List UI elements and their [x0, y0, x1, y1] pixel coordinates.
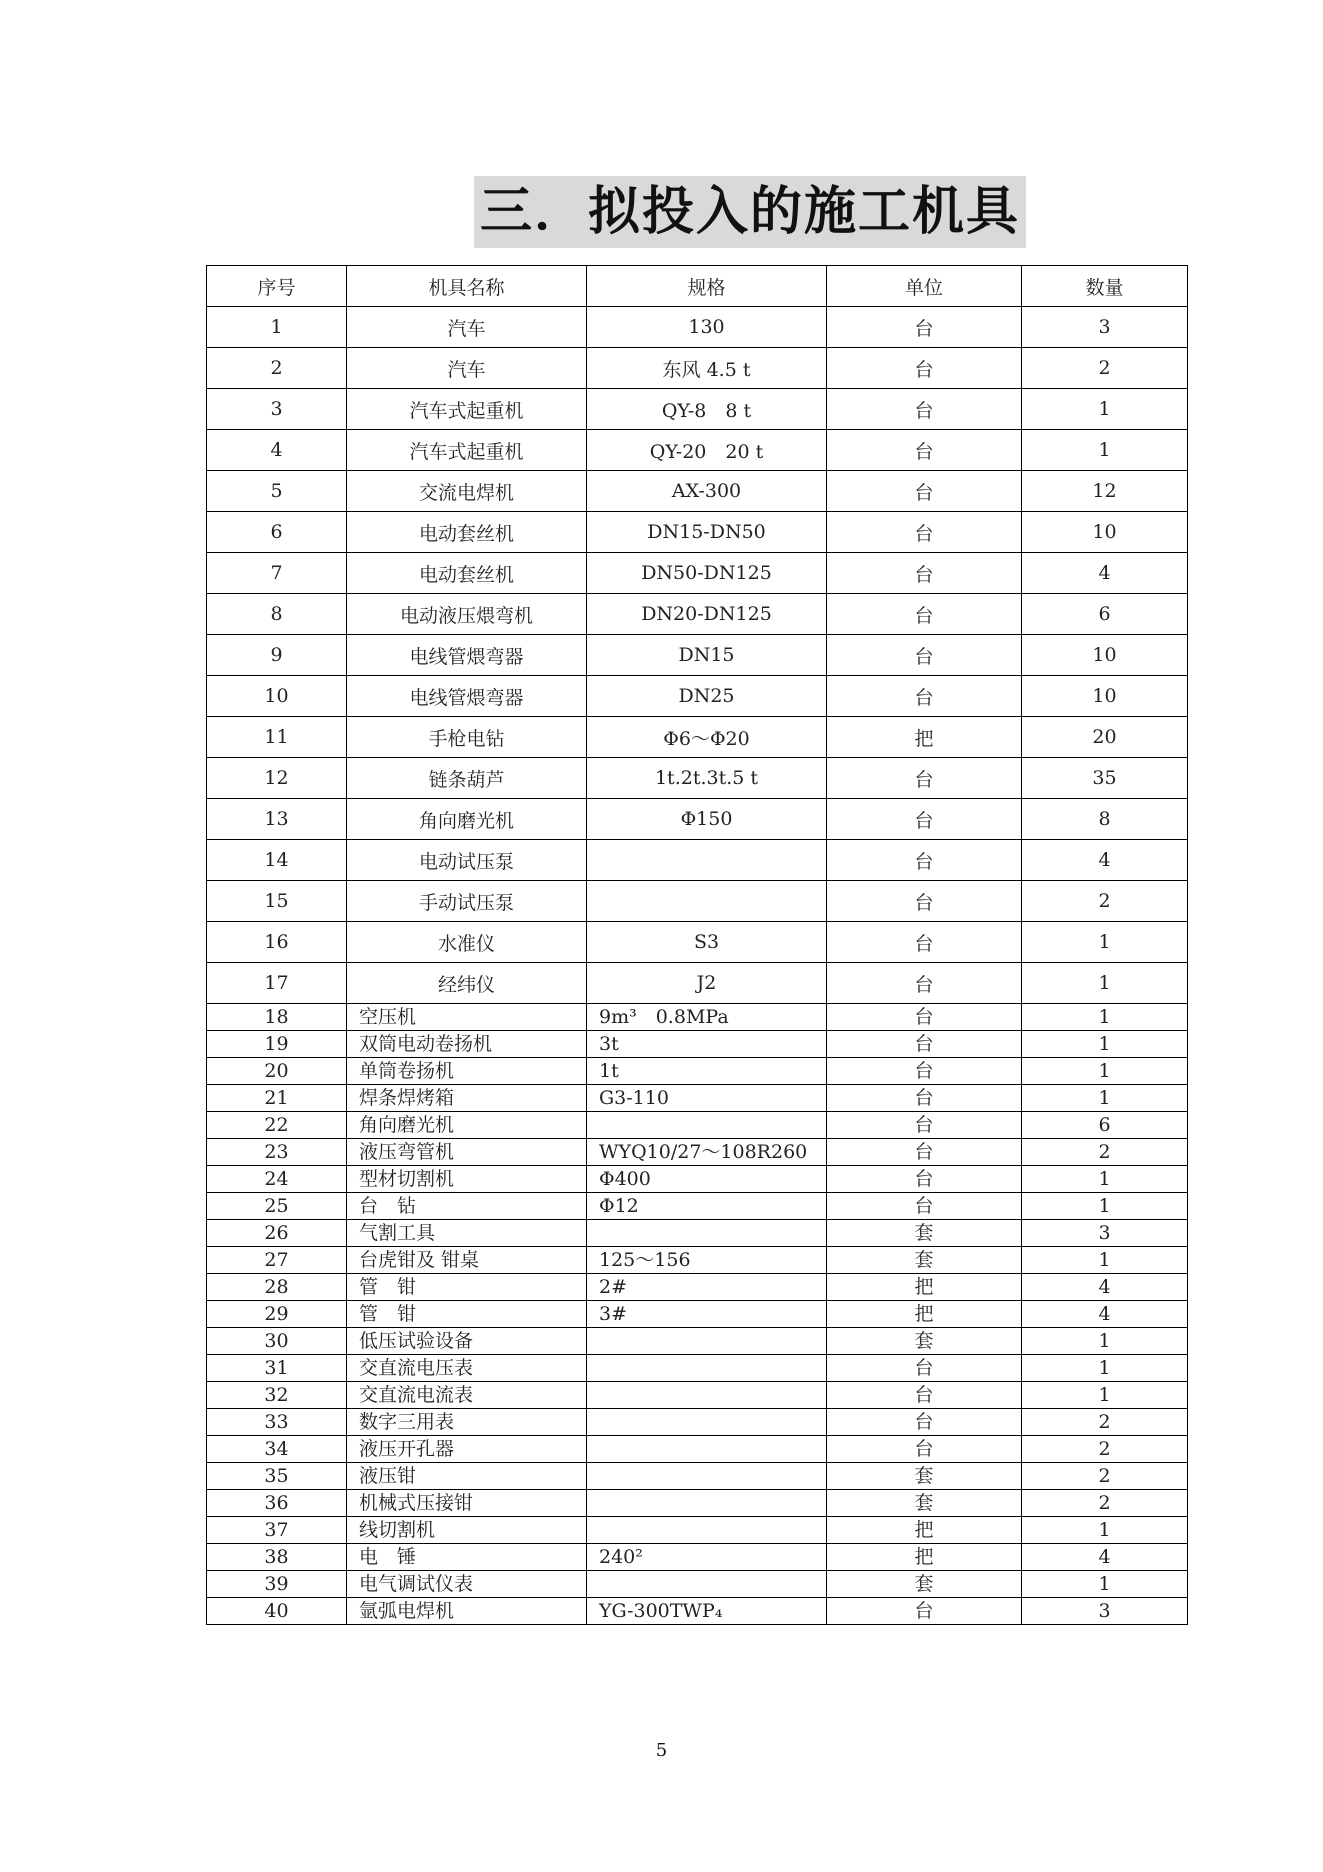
- table-row: [207, 1166, 1188, 1193]
- cell-name: 手枪电钻: [347, 717, 587, 758]
- cell-quantity: 1: [1022, 430, 1188, 471]
- cell-spec: [587, 1490, 827, 1517]
- cell-spec: Φ6～Φ20: [587, 717, 827, 758]
- cell-unit: 台: [827, 348, 1022, 389]
- cell-quantity: 1: [1022, 1166, 1188, 1193]
- cell-quantity: 8: [1022, 799, 1188, 840]
- table-row: [207, 471, 1188, 512]
- table-row: [207, 1193, 1188, 1220]
- cell-index: 13: [207, 799, 347, 840]
- table-row: [207, 717, 1188, 758]
- cell-unit: 台: [827, 922, 1022, 963]
- cell-name: 交直流电流表: [347, 1382, 587, 1409]
- cell-spec: [587, 1571, 827, 1598]
- table-row: [207, 1517, 1188, 1544]
- cell-index: 18: [207, 1004, 347, 1031]
- cell-unit: 台: [827, 553, 1022, 594]
- cell-index: 25: [207, 1193, 347, 1220]
- cell-name: 电动试压泵: [347, 840, 587, 881]
- cell-name: 交直流电压表: [347, 1355, 587, 1382]
- table-row: [207, 1301, 1188, 1328]
- cell-spec: DN25: [587, 676, 827, 717]
- cell-name: 交流电焊机: [347, 471, 587, 512]
- cell-index: 12: [207, 758, 347, 799]
- cell-unit: 把: [827, 1517, 1022, 1544]
- cell-spec: [587, 1382, 827, 1409]
- cell-spec: DN15: [587, 635, 827, 676]
- header-cell: 序号: [207, 266, 347, 307]
- cell-spec: DN15-DN50: [587, 512, 827, 553]
- cell-index: 24: [207, 1166, 347, 1193]
- cell-name: 型材切割机: [347, 1166, 587, 1193]
- table-row: [207, 307, 1188, 348]
- table-row: [207, 389, 1188, 430]
- cell-unit: 台: [827, 1409, 1022, 1436]
- cell-name: 空压机: [347, 1004, 587, 1031]
- cell-index: 40: [207, 1598, 347, 1625]
- cell-index: 37: [207, 1517, 347, 1544]
- cell-unit: 台: [827, 1058, 1022, 1085]
- cell-spec: Φ400: [587, 1166, 827, 1193]
- cell-spec: [587, 1220, 827, 1247]
- cell-spec: G3-110: [587, 1085, 827, 1112]
- cell-quantity: 1: [1022, 1004, 1188, 1031]
- cell-name: 低压试验设备: [347, 1328, 587, 1355]
- cell-unit: 台: [827, 840, 1022, 881]
- table-row: [207, 1571, 1188, 1598]
- table-row: [207, 635, 1188, 676]
- cell-name: 电动液压煨弯机: [347, 594, 587, 635]
- cell-spec: [587, 1436, 827, 1463]
- cell-unit: 台: [827, 307, 1022, 348]
- cell-spec: Φ12: [587, 1193, 827, 1220]
- table-row: [207, 1598, 1188, 1625]
- table-row: [207, 1382, 1188, 1409]
- cell-spec: YG-300TWP₄: [587, 1598, 827, 1625]
- cell-quantity: 1: [1022, 1571, 1188, 1598]
- cell-quantity: 6: [1022, 594, 1188, 635]
- table-row: [207, 553, 1188, 594]
- cell-quantity: 2: [1022, 1436, 1188, 1463]
- cell-quantity: 10: [1022, 635, 1188, 676]
- cell-spec: Φ150: [587, 799, 827, 840]
- table-row: [207, 1328, 1188, 1355]
- cell-unit: 台: [827, 1382, 1022, 1409]
- cell-quantity: 1: [1022, 1328, 1188, 1355]
- cell-index: 31: [207, 1355, 347, 1382]
- cell-quantity: 4: [1022, 1544, 1188, 1571]
- cell-spec: AX-300: [587, 471, 827, 512]
- cell-quantity: 2: [1022, 348, 1188, 389]
- table-header-row: [207, 266, 1188, 307]
- cell-name: 电线管煨弯器: [347, 676, 587, 717]
- cell-index: 23: [207, 1139, 347, 1166]
- cell-unit: 把: [827, 1274, 1022, 1301]
- cell-unit: 把: [827, 717, 1022, 758]
- cell-index: 14: [207, 840, 347, 881]
- page-title: 三．拟投入的施工机具: [474, 176, 1026, 248]
- cell-quantity: 35: [1022, 758, 1188, 799]
- table-row: [207, 1436, 1188, 1463]
- cell-spec: [587, 1355, 827, 1382]
- cell-index: 33: [207, 1409, 347, 1436]
- cell-spec: [587, 1328, 827, 1355]
- cell-name: 电动套丝机: [347, 553, 587, 594]
- cell-quantity: 2: [1022, 1463, 1188, 1490]
- cell-index: 9: [207, 635, 347, 676]
- cell-unit: 台: [827, 430, 1022, 471]
- cell-quantity: 2: [1022, 1409, 1188, 1436]
- table-row: [207, 963, 1188, 1004]
- cell-spec: 130: [587, 307, 827, 348]
- cell-unit: 台: [827, 635, 1022, 676]
- cell-spec: 1t: [587, 1058, 827, 1085]
- cell-index: 35: [207, 1463, 347, 1490]
- table-row: [207, 594, 1188, 635]
- cell-unit: 台: [827, 881, 1022, 922]
- cell-name: 链条葫芦: [347, 758, 587, 799]
- table-row: [207, 881, 1188, 922]
- cell-spec: [587, 881, 827, 922]
- table-row: [207, 1463, 1188, 1490]
- cell-name: 电气调试仪表: [347, 1571, 587, 1598]
- cell-name: 汽车式起重机: [347, 430, 587, 471]
- table-row: [207, 676, 1188, 717]
- cell-spec: [587, 1463, 827, 1490]
- cell-spec: 9m³ 0.8MPa: [587, 1004, 827, 1031]
- cell-index: 38: [207, 1544, 347, 1571]
- cell-quantity: 2: [1022, 1490, 1188, 1517]
- cell-index: 29: [207, 1301, 347, 1328]
- cell-unit: 套: [827, 1571, 1022, 1598]
- cell-index: 20: [207, 1058, 347, 1085]
- cell-spec: WYQ10/27～108R260: [587, 1139, 827, 1166]
- cell-quantity: 1: [1022, 1517, 1188, 1544]
- cell-name: 焊条焊烤箱: [347, 1085, 587, 1112]
- equipment-table: [206, 265, 1188, 1625]
- cell-quantity: 1: [1022, 1085, 1188, 1112]
- cell-unit: 台: [827, 594, 1022, 635]
- cell-quantity: 1: [1022, 1355, 1188, 1382]
- cell-index: 10: [207, 676, 347, 717]
- cell-spec: S3: [587, 922, 827, 963]
- cell-spec: DN50-DN125: [587, 553, 827, 594]
- cell-index: 30: [207, 1328, 347, 1355]
- cell-unit: 把: [827, 1544, 1022, 1571]
- cell-unit: 台: [827, 1112, 1022, 1139]
- cell-name: 数字三用表: [347, 1409, 587, 1436]
- table-row: [207, 1544, 1188, 1571]
- cell-unit: 台: [827, 389, 1022, 430]
- table-row: [207, 1220, 1188, 1247]
- table-row: [207, 1004, 1188, 1031]
- cell-spec: [587, 1409, 827, 1436]
- table-row: [207, 1139, 1188, 1166]
- cell-spec: 3t: [587, 1031, 827, 1058]
- table-row: [207, 1085, 1188, 1112]
- cell-index: 17: [207, 963, 347, 1004]
- cell-quantity: 4: [1022, 1301, 1188, 1328]
- table-row: [207, 922, 1188, 963]
- cell-name: 管 钳: [347, 1274, 587, 1301]
- cell-unit: 台: [827, 1193, 1022, 1220]
- cell-spec: J2: [587, 963, 827, 1004]
- cell-unit: 台: [827, 1031, 1022, 1058]
- cell-name: 气割工具: [347, 1220, 587, 1247]
- cell-name: 单筒卷扬机: [347, 1058, 587, 1085]
- cell-name: 台 钻: [347, 1193, 587, 1220]
- header-cell: 规格: [587, 266, 827, 307]
- cell-index: 22: [207, 1112, 347, 1139]
- cell-index: 2: [207, 348, 347, 389]
- cell-spec: 3#: [587, 1301, 827, 1328]
- cell-spec: [587, 1112, 827, 1139]
- cell-unit: 套: [827, 1220, 1022, 1247]
- cell-quantity: 1: [1022, 1031, 1188, 1058]
- cell-quantity: 1: [1022, 1247, 1188, 1274]
- header-cell: 机具名称: [347, 266, 587, 307]
- cell-index: 3: [207, 389, 347, 430]
- cell-name: 管 钳: [347, 1301, 587, 1328]
- cell-spec: 240²: [587, 1544, 827, 1571]
- cell-unit: 套: [827, 1463, 1022, 1490]
- table-row: [207, 348, 1188, 389]
- table-row: [207, 512, 1188, 553]
- cell-name: 汽车: [347, 307, 587, 348]
- cell-quantity: 4: [1022, 840, 1188, 881]
- cell-name: 汽车式起重机: [347, 389, 587, 430]
- cell-unit: 套: [827, 1328, 1022, 1355]
- cell-unit: 台: [827, 676, 1022, 717]
- cell-quantity: 1: [1022, 1193, 1188, 1220]
- cell-unit: 台: [827, 1085, 1022, 1112]
- cell-index: 34: [207, 1436, 347, 1463]
- cell-quantity: 1: [1022, 389, 1188, 430]
- cell-index: 32: [207, 1382, 347, 1409]
- cell-name: 机械式压接钳: [347, 1490, 587, 1517]
- cell-index: 8: [207, 594, 347, 635]
- page-number: 5: [655, 1740, 668, 1761]
- table-row: [207, 1247, 1188, 1274]
- cell-unit: 台: [827, 1355, 1022, 1382]
- cell-name: 电动套丝机: [347, 512, 587, 553]
- cell-spec: QY-20 20 t: [587, 430, 827, 471]
- cell-quantity: 1: [1022, 963, 1188, 1004]
- cell-unit: 台: [827, 1598, 1022, 1625]
- cell-unit: 套: [827, 1490, 1022, 1517]
- table-row: [207, 430, 1188, 471]
- cell-quantity: 10: [1022, 676, 1188, 717]
- table-row: [207, 758, 1188, 799]
- cell-spec: 125～156: [587, 1247, 827, 1274]
- cell-unit: 台: [827, 963, 1022, 1004]
- cell-name: 双筒电动卷扬机: [347, 1031, 587, 1058]
- cell-quantity: 4: [1022, 553, 1188, 594]
- cell-name: 氩弧电焊机: [347, 1598, 587, 1625]
- cell-unit: 台: [827, 512, 1022, 553]
- cell-quantity: 1: [1022, 1382, 1188, 1409]
- cell-name: 液压开孔器: [347, 1436, 587, 1463]
- cell-name: 液压钳: [347, 1463, 587, 1490]
- cell-index: 15: [207, 881, 347, 922]
- cell-index: 5: [207, 471, 347, 512]
- cell-unit: 把: [827, 1301, 1022, 1328]
- cell-spec: DN20-DN125: [587, 594, 827, 635]
- table-row: [207, 840, 1188, 881]
- cell-quantity: 3: [1022, 1598, 1188, 1625]
- header-cell: 单位: [827, 266, 1022, 307]
- header-cell: 数量: [1022, 266, 1188, 307]
- cell-quantity: 3: [1022, 307, 1188, 348]
- cell-index: 28: [207, 1274, 347, 1301]
- cell-index: 19: [207, 1031, 347, 1058]
- cell-unit: 台: [827, 758, 1022, 799]
- cell-name: 角向磨光机: [347, 1112, 587, 1139]
- cell-name: 经纬仪: [347, 963, 587, 1004]
- table-row: [207, 1490, 1188, 1517]
- cell-name: 角向磨光机: [347, 799, 587, 840]
- cell-unit: 台: [827, 1004, 1022, 1031]
- cell-spec: 2#: [587, 1274, 827, 1301]
- cell-quantity: 2: [1022, 1139, 1188, 1166]
- cell-quantity: 6: [1022, 1112, 1188, 1139]
- table-row: [207, 1058, 1188, 1085]
- cell-spec: [587, 840, 827, 881]
- cell-index: 16: [207, 922, 347, 963]
- cell-index: 36: [207, 1490, 347, 1517]
- cell-unit: 台: [827, 1139, 1022, 1166]
- cell-name: 水准仪: [347, 922, 587, 963]
- cell-index: 27: [207, 1247, 347, 1274]
- cell-quantity: 1: [1022, 1058, 1188, 1085]
- cell-quantity: 2: [1022, 881, 1188, 922]
- cell-quantity: 3: [1022, 1220, 1188, 1247]
- cell-index: 21: [207, 1085, 347, 1112]
- cell-spec: 东风 4.5 t: [587, 348, 827, 389]
- cell-name: 台虎钳及 钳桌: [347, 1247, 587, 1274]
- cell-index: 39: [207, 1571, 347, 1598]
- cell-name: 手动试压泵: [347, 881, 587, 922]
- cell-spec: 1t.2t.3t.5 t: [587, 758, 827, 799]
- cell-quantity: 10: [1022, 512, 1188, 553]
- cell-name: 电线管煨弯器: [347, 635, 587, 676]
- cell-quantity: 4: [1022, 1274, 1188, 1301]
- cell-unit: 台: [827, 799, 1022, 840]
- cell-unit: 台: [827, 1166, 1022, 1193]
- cell-unit: 套: [827, 1247, 1022, 1274]
- table-row: [207, 1409, 1188, 1436]
- cell-unit: 台: [827, 1436, 1022, 1463]
- cell-spec: QY-8 8 t: [587, 389, 827, 430]
- cell-name: 线切割机: [347, 1517, 587, 1544]
- cell-index: 6: [207, 512, 347, 553]
- cell-name: 汽车: [347, 348, 587, 389]
- cell-quantity: 12: [1022, 471, 1188, 512]
- table-row: [207, 1274, 1188, 1301]
- cell-quantity: 1: [1022, 922, 1188, 963]
- table-row: [207, 1112, 1188, 1139]
- cell-index: 26: [207, 1220, 347, 1247]
- cell-spec: [587, 1517, 827, 1544]
- cell-index: 11: [207, 717, 347, 758]
- cell-name: 液压弯管机: [347, 1139, 587, 1166]
- cell-index: 7: [207, 553, 347, 594]
- table-row: [207, 1355, 1188, 1382]
- cell-index: 1: [207, 307, 347, 348]
- cell-name: 电 锤: [347, 1544, 587, 1571]
- cell-quantity: 20: [1022, 717, 1188, 758]
- table-row: [207, 799, 1188, 840]
- table-row: [207, 1031, 1188, 1058]
- cell-index: 4: [207, 430, 347, 471]
- cell-unit: 台: [827, 471, 1022, 512]
